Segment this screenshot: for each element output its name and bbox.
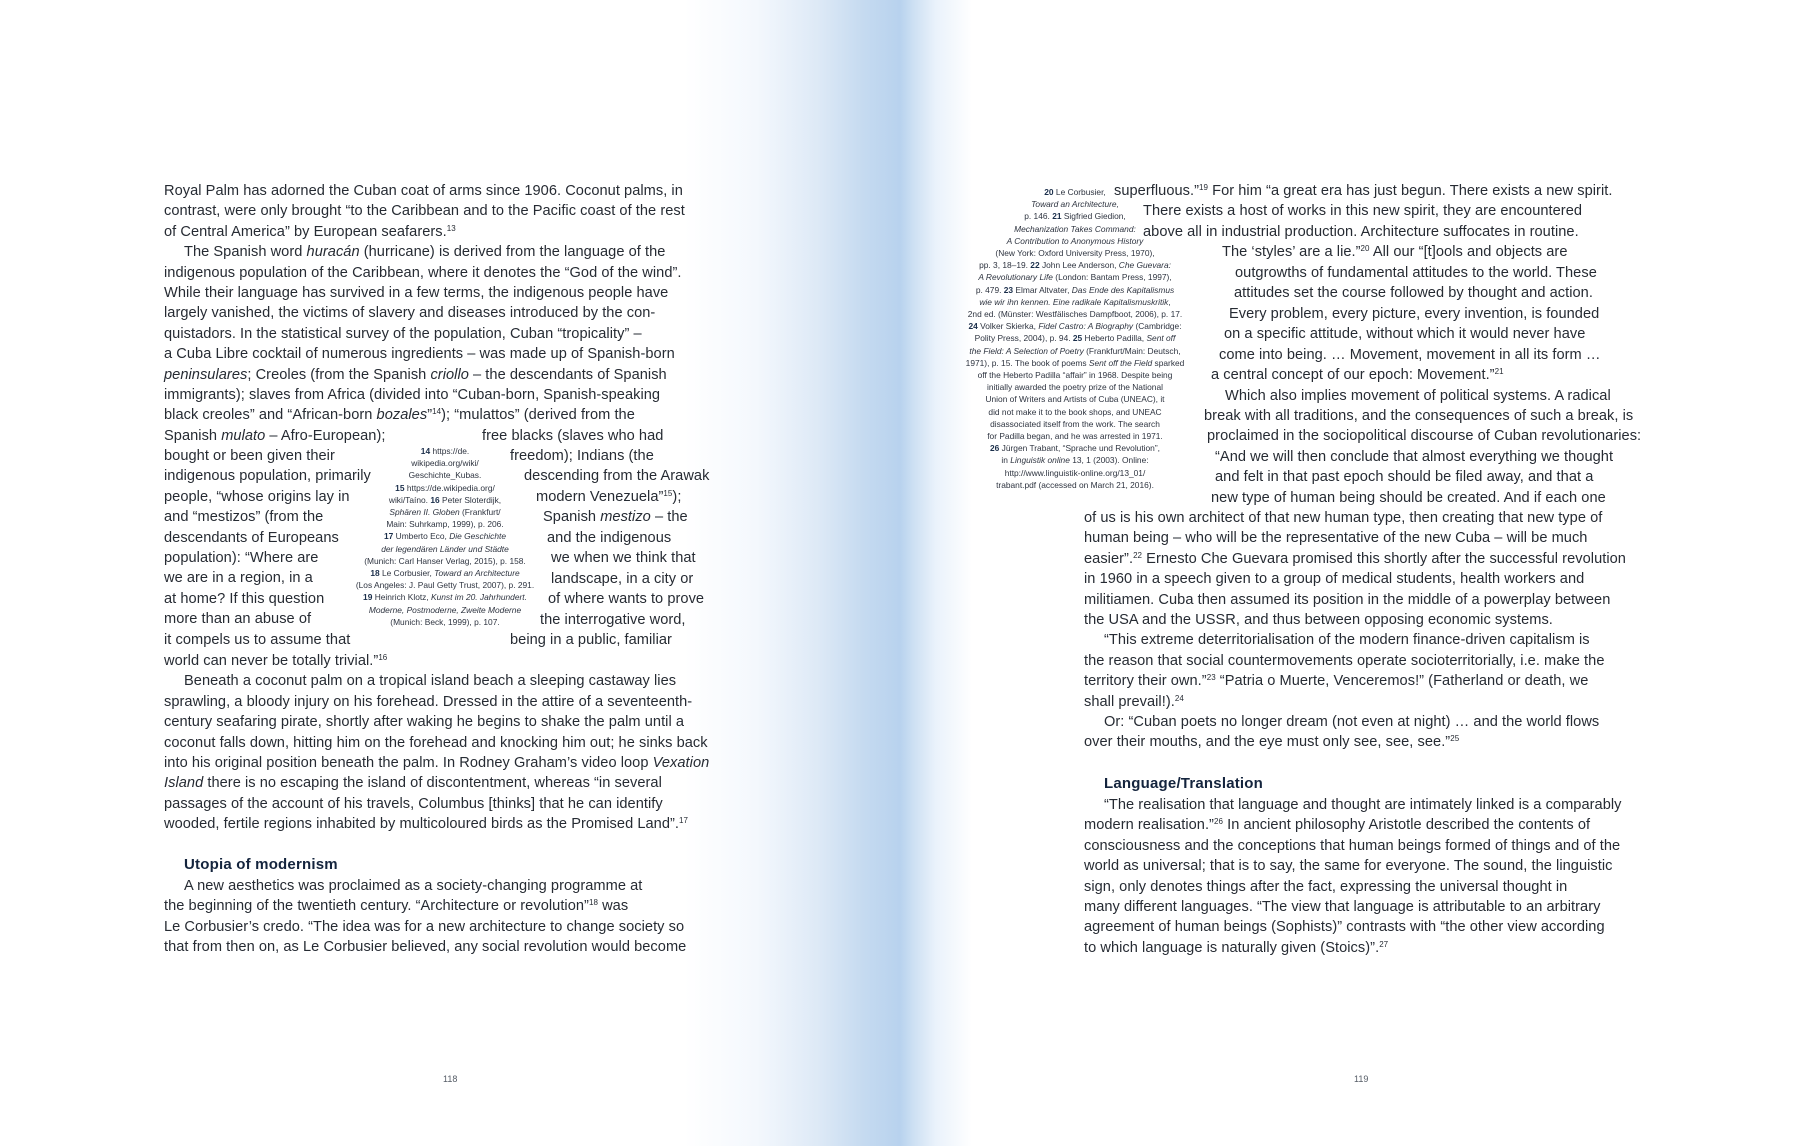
right-body-language <box>1084 795 1622 958</box>
footnote-number: 14 <box>420 446 431 456</box>
text-line: free blacks (slaves who had <box>482 428 664 444</box>
text-line: people, “whose origins lay in <box>164 488 350 505</box>
text-line: attitudes set the course followed by thought and action. <box>1234 285 1593 301</box>
footnote-italic: Sent off <box>1146 333 1176 344</box>
text-line: new type of human being should be created. And if each one <box>1211 490 1606 506</box>
text-line: passages of the account of his travels, Columbus [thinks] that he can identify <box>164 795 663 812</box>
left-body-utopia <box>164 876 686 958</box>
text-line: descending from the Arawak <box>524 468 710 484</box>
footnote-italic: Die Geschichte <box>449 531 506 542</box>
footnote-text: Heinrich Klotz, <box>374 592 432 603</box>
text-line: the reason that social countermovements operate socioterritorially, i.e. make the <box>1084 652 1605 669</box>
text-line: into his original position beneath the palm. In Rodney Graham’s video loop <box>164 755 653 772</box>
section-heading-language: Language/Translation <box>1104 775 1264 792</box>
footnote-italic: Sent off the Field <box>1088 357 1153 368</box>
footnote-ref[interactable]: 13 <box>446 223 456 233</box>
text-line: contrast, were only brought “to the Caribbean and to the Pacific coast of the rest <box>164 203 685 220</box>
footnote-number: 23 <box>1003 284 1014 295</box>
footnote-text: (Munich: Carl Hanser Verlag, 2015), p. 158. <box>364 555 526 566</box>
footnote-text: 13, 1 (2003). Online: <box>1069 455 1149 466</box>
text-line: over their mouths, and the eye must only see, see, see.” <box>1084 734 1451 751</box>
footnote-text: Volker Skierka, <box>980 321 1039 332</box>
footnote-ref[interactable]: 26 <box>1213 817 1223 827</box>
footnote-text: Jürgen Trabant, “Sprache und Revolution”, <box>1001 443 1160 454</box>
text-line: easier”. <box>1084 550 1134 567</box>
footnote-text: wikipedia.org/wiki/ <box>411 458 479 469</box>
text-line: indigenous population of the Caribbean, where it denotes the “God of the wind”. <box>164 264 682 281</box>
text-line: black creoles” and “African-born <box>164 407 377 424</box>
right-wrap-6 <box>1234 283 1593 303</box>
footnote-italic: Mechanization Takes Command: <box>1014 223 1136 234</box>
text-line: “And we will then conclude that almost everything we thought <box>1215 449 1614 465</box>
footnote-number: 15 <box>395 482 405 493</box>
text-line: Ernesto Che Guevara promised this shortly after the successful revolution <box>1142 550 1626 567</box>
text-line: All our “[t]ools and objects are <box>1369 244 1568 260</box>
footnote-italic: Kunst im 20. Jahrhundert. <box>431 592 527 603</box>
text-line: “Patria o Muerte, Venceremos!” (Fatherland or death, we <box>1215 673 1589 690</box>
text-line: ; Creoles (from the Spanish <box>247 366 431 383</box>
text-line: territory their own.” <box>1084 673 1207 690</box>
text-line: While their language has survived in a few terms, the indigenous people have <box>164 285 669 302</box>
text-line: – the <box>650 509 688 525</box>
footnote-ref[interactable]: 23 <box>1206 673 1216 683</box>
text-line: agreement of human beings (Sophists)” contrasts with “the other view according <box>1084 919 1605 936</box>
text-line: In ancient philosophy Aristotle described the contents of <box>1222 817 1591 834</box>
text-line: of us is his own architect of that new human type, then creating that new type of <box>1084 510 1603 526</box>
text-line: Beneath a coconut palm on a tropical island beach a sleeping castaway lies <box>184 673 677 690</box>
text-line: superfluous.” <box>1114 183 1200 199</box>
footnote-number: 26 <box>990 443 1000 454</box>
footnote-text: trabant.pdf (accessed on March 21, 2016). <box>996 479 1154 490</box>
text-line: sprawling, a bloody injury on his forehead. Dressed in the attire of a seventeenth- <box>164 693 693 710</box>
text-italic: criollo <box>430 366 469 383</box>
text-line: modern realisation.” <box>1084 817 1214 834</box>
text-line: ); <box>672 489 682 505</box>
text-italic: bozales <box>376 407 428 424</box>
text-line: to which language is naturally given (Stoics)”. <box>1084 939 1380 956</box>
footnote-text: Le Corbusier, <box>1055 187 1106 197</box>
text-line: There exists a host of works in this new spirit, they are encountered <box>1143 203 1583 219</box>
footnote-text: 2nd ed. (Münster: Westfälisches Dampfboot, 2006), p. 17. <box>967 309 1183 320</box>
text-line: “The realisation that language and thought are intimately linked is a comparably <box>1104 797 1622 813</box>
footnote-number: 18 <box>370 568 380 579</box>
text-line: Le Corbusier’s credo. “The idea was for a new architecture to change society so <box>164 918 685 935</box>
left-body-top <box>164 181 685 446</box>
text-line: shall prevail!). <box>1084 693 1175 710</box>
footnote-text: (Frankfurt/ <box>462 507 501 518</box>
right-page <box>900 0 1800 1146</box>
text-line: on a specific attitude, without which it would never have <box>1224 326 1586 342</box>
footnote-ref[interactable]: 25 <box>1450 734 1460 744</box>
footnote-ref[interactable]: 20 <box>1360 244 1370 253</box>
text-line: a Cuba Libre cocktail of numerous ingredients – was made up of Spanish-born <box>164 346 675 363</box>
text-line: consciousness and the conceptions that human beings formed of things and of the <box>1084 837 1621 854</box>
text-line: – Afro-European); <box>265 427 386 444</box>
text-line: was <box>597 898 629 915</box>
footnote-ref[interactable]: 18 <box>588 898 598 908</box>
text-line: quistadors. In the statistical survey of the population, Cuban “tropicality” – <box>164 325 642 342</box>
right-wrap-4 <box>1222 242 1568 262</box>
footnote-text: Elmar Altvater, <box>1015 284 1072 295</box>
right-wrap-7 <box>1229 304 1599 324</box>
text-line: a central concept of our epoch: Movement.” <box>1211 367 1495 383</box>
footnote-ref[interactable]: 17 <box>679 816 689 826</box>
text-line: The Spanish word <box>184 244 307 261</box>
footnote-italic: the Field: A Selection of Poetry <box>969 345 1084 356</box>
right-wrap-9 <box>1219 345 1601 365</box>
footnote-ref[interactable]: 19 <box>1199 183 1209 192</box>
footnote-text: for Padilla began, and he was arrested in 1971. <box>987 431 1163 442</box>
page-number-left: 118 <box>443 1074 458 1084</box>
left-wrap-right-4 <box>543 507 688 527</box>
text-line: outgrowths of fundamental attitudes to the world. These <box>1235 265 1597 281</box>
footnote-text: off the Heberto Padilla “affair” in 1968. Despite being <box>977 370 1173 381</box>
text-italic: mulato <box>221 427 266 444</box>
text-line: For him “a great era has just begun. There exists a new spirit. <box>1208 183 1613 199</box>
left-wrap-right-8 <box>548 589 704 609</box>
footnote-text: John Lee Anderson, <box>1041 260 1119 271</box>
text-line: break with all traditions, and the consequences of such a break, is <box>1204 408 1634 424</box>
footnote-ref[interactable]: 21 <box>1494 367 1504 376</box>
left-wrap-right-10 <box>510 630 672 650</box>
footnote-text: Polity Press, 2004), p. 94. <box>974 333 1071 344</box>
footnote-ref[interactable]: 15 <box>663 489 673 498</box>
text-line: there is no escaping the island of discontentment, whereas “in several <box>203 775 662 792</box>
footnote-text: in <box>1001 455 1011 466</box>
right-wrap-2 <box>1143 201 1582 221</box>
right-wrap-15 <box>1215 467 1593 487</box>
text-line: we when we think that <box>551 550 696 566</box>
text-line: population): “Where are <box>164 550 319 567</box>
page-number-right: 119 <box>1354 1074 1369 1084</box>
footnote-italic: Sphären II. Globen <box>389 507 460 518</box>
footnote-text: (Los Angeles: J. Paul Getty Trust, 2007), p. 291. <box>355 580 535 591</box>
text-line: militiamen. Cuba then assumed its position in the middle of a powerplay between <box>1084 591 1611 608</box>
footnote-number: 24 <box>968 321 978 332</box>
footnote-text: Heberto Padilla, <box>1084 333 1147 344</box>
right-body-full <box>1084 508 1626 753</box>
footnote-italic: A Contribution to Anonymous History <box>1006 235 1144 246</box>
footnote-italic: A Revolutionary Life <box>978 272 1053 283</box>
text-line: the interrogative word, <box>540 612 686 628</box>
footnote-text: , <box>1168 296 1171 307</box>
text-line: indigenous population, primarily <box>164 468 371 485</box>
text-line: sign, only denotes things after the fact, expressing the universal thought in <box>1084 878 1568 895</box>
right-wrap-13 <box>1207 426 1641 446</box>
footnote-text: (Cambridge: <box>1133 321 1182 332</box>
footnote-number: 19 <box>363 592 373 603</box>
left-wrap-right-5 <box>547 528 671 548</box>
text-line: many different languages. “The view that language is attributable to an arbitrary <box>1084 899 1601 916</box>
right-wrap-3 <box>1143 222 1579 242</box>
text-line: in 1960 in a speech given to a group of medical students, health workers and <box>1084 571 1585 588</box>
text-line: century seafaring pirate, shortly after waking he begins to shake the palm until a <box>164 714 685 731</box>
right-wrap-14 <box>1215 447 1613 467</box>
left-wrap-right-7 <box>551 569 693 589</box>
text-line: of where wants to prove <box>548 591 705 607</box>
text-italic: Vexation <box>652 755 710 772</box>
footnote-italic: der legendären Länder und Städte <box>381 543 509 554</box>
text-line: it compels us to assume that <box>164 631 351 648</box>
footnote-italic: Das Ende des Kapitalismus <box>1071 284 1175 295</box>
footnote-italic: Toward an Architecture, <box>1031 199 1119 210</box>
footnote-number: 16 <box>430 494 440 505</box>
right-wrap-12 <box>1204 406 1633 426</box>
footnote-text: http://www.linguistik-online.org/13_01/ <box>1004 467 1146 478</box>
footnote-text: Sigfried Giedion, <box>1063 211 1126 222</box>
text-line: Royal Palm has adorned the Cuban coat of arms since 1906. Coconut palms, in <box>164 183 683 199</box>
footnote-italic: Che Guevara: <box>1118 260 1171 271</box>
footnote-text: pp. 3, 18–19. <box>979 260 1028 271</box>
text-line: A new aesthetics was proclaimed as a society-changing programme at <box>184 878 643 894</box>
text-line: Spanish <box>543 509 601 525</box>
section-heading-utopia: Utopia of modernism <box>184 856 338 873</box>
footnote-ref[interactable]: 24 <box>1174 693 1184 703</box>
text-line: coconut falls down, hitting him on the forehead and knocking him out; he sinks back <box>164 734 708 751</box>
text-italic: Island <box>164 775 204 792</box>
text-italic: huracán <box>306 244 360 261</box>
footnote-italic: Linguistik online <box>1010 455 1070 466</box>
footnote-ref[interactable]: 14 <box>432 407 442 417</box>
text-line: landscape, in a city or <box>551 571 694 587</box>
text-line: bought or been given their <box>164 448 335 464</box>
text-line: and the indigenous <box>547 530 672 546</box>
text-line: wooded, fertile regions inhabited by multicoloured birds as the Promised Land”. <box>164 816 680 833</box>
text-line: Spanish <box>164 427 222 444</box>
footnote-italic: Toward an Architecture <box>434 568 520 579</box>
text-line: ); “mulattos” (derived from the <box>441 407 635 424</box>
footnote-text: disassociated itself from the work. The search <box>990 418 1160 429</box>
footnote-text: (Munich: Beck, 1999), p. 107. <box>390 616 500 627</box>
text-line: proclaimed in the sociopolitical discourse of Cuban revolutionaries: <box>1207 428 1642 444</box>
text-line: and felt in that past epoch should be filed away, and that a <box>1215 469 1594 485</box>
text-line: world as universal; that is to say, the same for everyone. The sound, the linguistic <box>1084 858 1613 875</box>
footnote-text: Geschichte_Kubas. <box>408 470 482 481</box>
text-line: above all in industrial production. Architecture suffocates in routine. <box>1143 224 1579 240</box>
text-line: descendants of Europeans <box>164 529 339 546</box>
footnote-italic: Moderne, Postmoderne, Zweite Moderne <box>368 604 522 615</box>
text-line: human being – who will be the representative of the new Cuba – will be much <box>1084 530 1588 547</box>
right-wrap-10 <box>1211 365 1504 385</box>
text-line: immigrants); slaves from Africa (divided into “Cuban-born, Spanish-speaking <box>164 387 661 404</box>
text-line: The ‘styles’ are a lie.” <box>1222 244 1361 260</box>
footnote-number: 22 <box>1030 260 1040 271</box>
footnote-ref[interactable]: 16 <box>378 653 388 662</box>
text-line: modern Venezuela” <box>536 489 664 505</box>
text-line: ” <box>427 407 433 424</box>
footnote-text: p. 146. <box>1024 211 1050 222</box>
right-wrap-16 <box>1211 488 1606 508</box>
right-wrap-1 <box>1114 181 1612 201</box>
footnote-ref[interactable]: 22 <box>1133 550 1143 560</box>
left-footnotes <box>330 445 560 628</box>
footnote-ref[interactable]: 27 <box>1379 939 1389 949</box>
footnote-number: 17 <box>384 531 394 542</box>
footnote-text: Le Corbusier, <box>382 568 435 579</box>
text-line: – the descendants of Spanish <box>468 366 667 383</box>
footnote-number: 21 <box>1052 211 1062 222</box>
text-line: come into being. … Movement, movement in all its form … <box>1219 347 1601 363</box>
left-body-bottom <box>164 651 709 835</box>
right-wrap-11 <box>1225 386 1611 406</box>
footnote-text: wiki/Taíno. <box>388 494 428 505</box>
text-line: the beginning of the twentieth century. “Architecture or revolution” <box>164 898 589 915</box>
left-wrap-right-9 <box>540 610 686 630</box>
text-line: world can never be totally trivial.” <box>164 653 379 669</box>
footnote-text: Main: Suhrkamp, 1999), p. 206. <box>386 519 504 530</box>
footnote-italic: Fidel Castro: A Biography <box>1038 321 1134 332</box>
left-wrap-right-first <box>482 426 663 446</box>
footnote-text: (New York: Oxford University Press, 1970), <box>995 248 1155 259</box>
left-wrap-right-6 <box>551 548 696 568</box>
footnote-text: Umberto Eco, <box>395 531 450 542</box>
footnote-text: 1971), p. 15. The book of poems <box>965 357 1089 368</box>
text-line: Or: “Cuban poets no longer dream (not even at night) … and the world flows <box>1104 714 1600 731</box>
text-line: of Central America” by European seafarers. <box>164 223 447 240</box>
footnote-text: Union of Writers and Artists of Cuba (UNEAC), it <box>985 394 1165 405</box>
footnote-text: https://de.wikipedia.org/ <box>406 482 495 493</box>
footnote-text: Peter Sloterdijk, <box>441 494 502 505</box>
text-line: being in a public, familiar <box>510 632 672 648</box>
footnote-number: 25 <box>1072 333 1083 344</box>
footnote-text: p. 479. <box>975 284 1002 295</box>
text-line: freedom); Indians (the <box>510 448 654 464</box>
footnote-text: (London: Bantam Press, 1997), <box>1052 272 1172 283</box>
text-line: at home? If this question <box>164 590 325 607</box>
text-line: Which also implies movement of political systems. A radical <box>1225 388 1611 404</box>
footnote-text: initially awarded the poetry prize of the National <box>987 382 1163 393</box>
footnote-text: sparked <box>1152 357 1185 368</box>
text-line: largely vanished, the victims of slavery and diseases introduced by the con- <box>164 305 656 322</box>
text-line: that from then on, as Le Corbusier believed, any social revolution would become <box>164 939 687 956</box>
text-line: we are in a region, in a <box>164 570 313 587</box>
right-wrap-5 <box>1235 263 1597 283</box>
text-line: and “mestizos” (from the <box>164 509 324 526</box>
text-italic: mestizo <box>600 509 651 525</box>
footnote-text: https://de. <box>432 446 470 456</box>
text-italic: peninsulares <box>164 366 248 383</box>
text-line: more than an abuse of <box>164 611 312 628</box>
footnote-text: (Frankfurt/Main: Deutsch, <box>1083 345 1181 356</box>
text-line: the USA and the USSR, and thus between opposing economic systems. <box>1084 612 1553 629</box>
text-line: Every problem, every picture, every invention, is founded <box>1229 306 1600 322</box>
right-wrap-8 <box>1224 324 1585 344</box>
footnote-italic: wie wir ihn kennen. Eine radikale Kapitalismuskritik <box>979 296 1169 307</box>
text-line: “This extreme deterritorialisation of the modern finance-driven capitalism is <box>1104 632 1590 649</box>
text-line: (hurricane) is derived from the language of the <box>359 244 666 261</box>
footnote-number: 20 <box>1044 187 1054 197</box>
footnote-text: did not make it to the book shops, and UNEAC <box>988 406 1162 417</box>
